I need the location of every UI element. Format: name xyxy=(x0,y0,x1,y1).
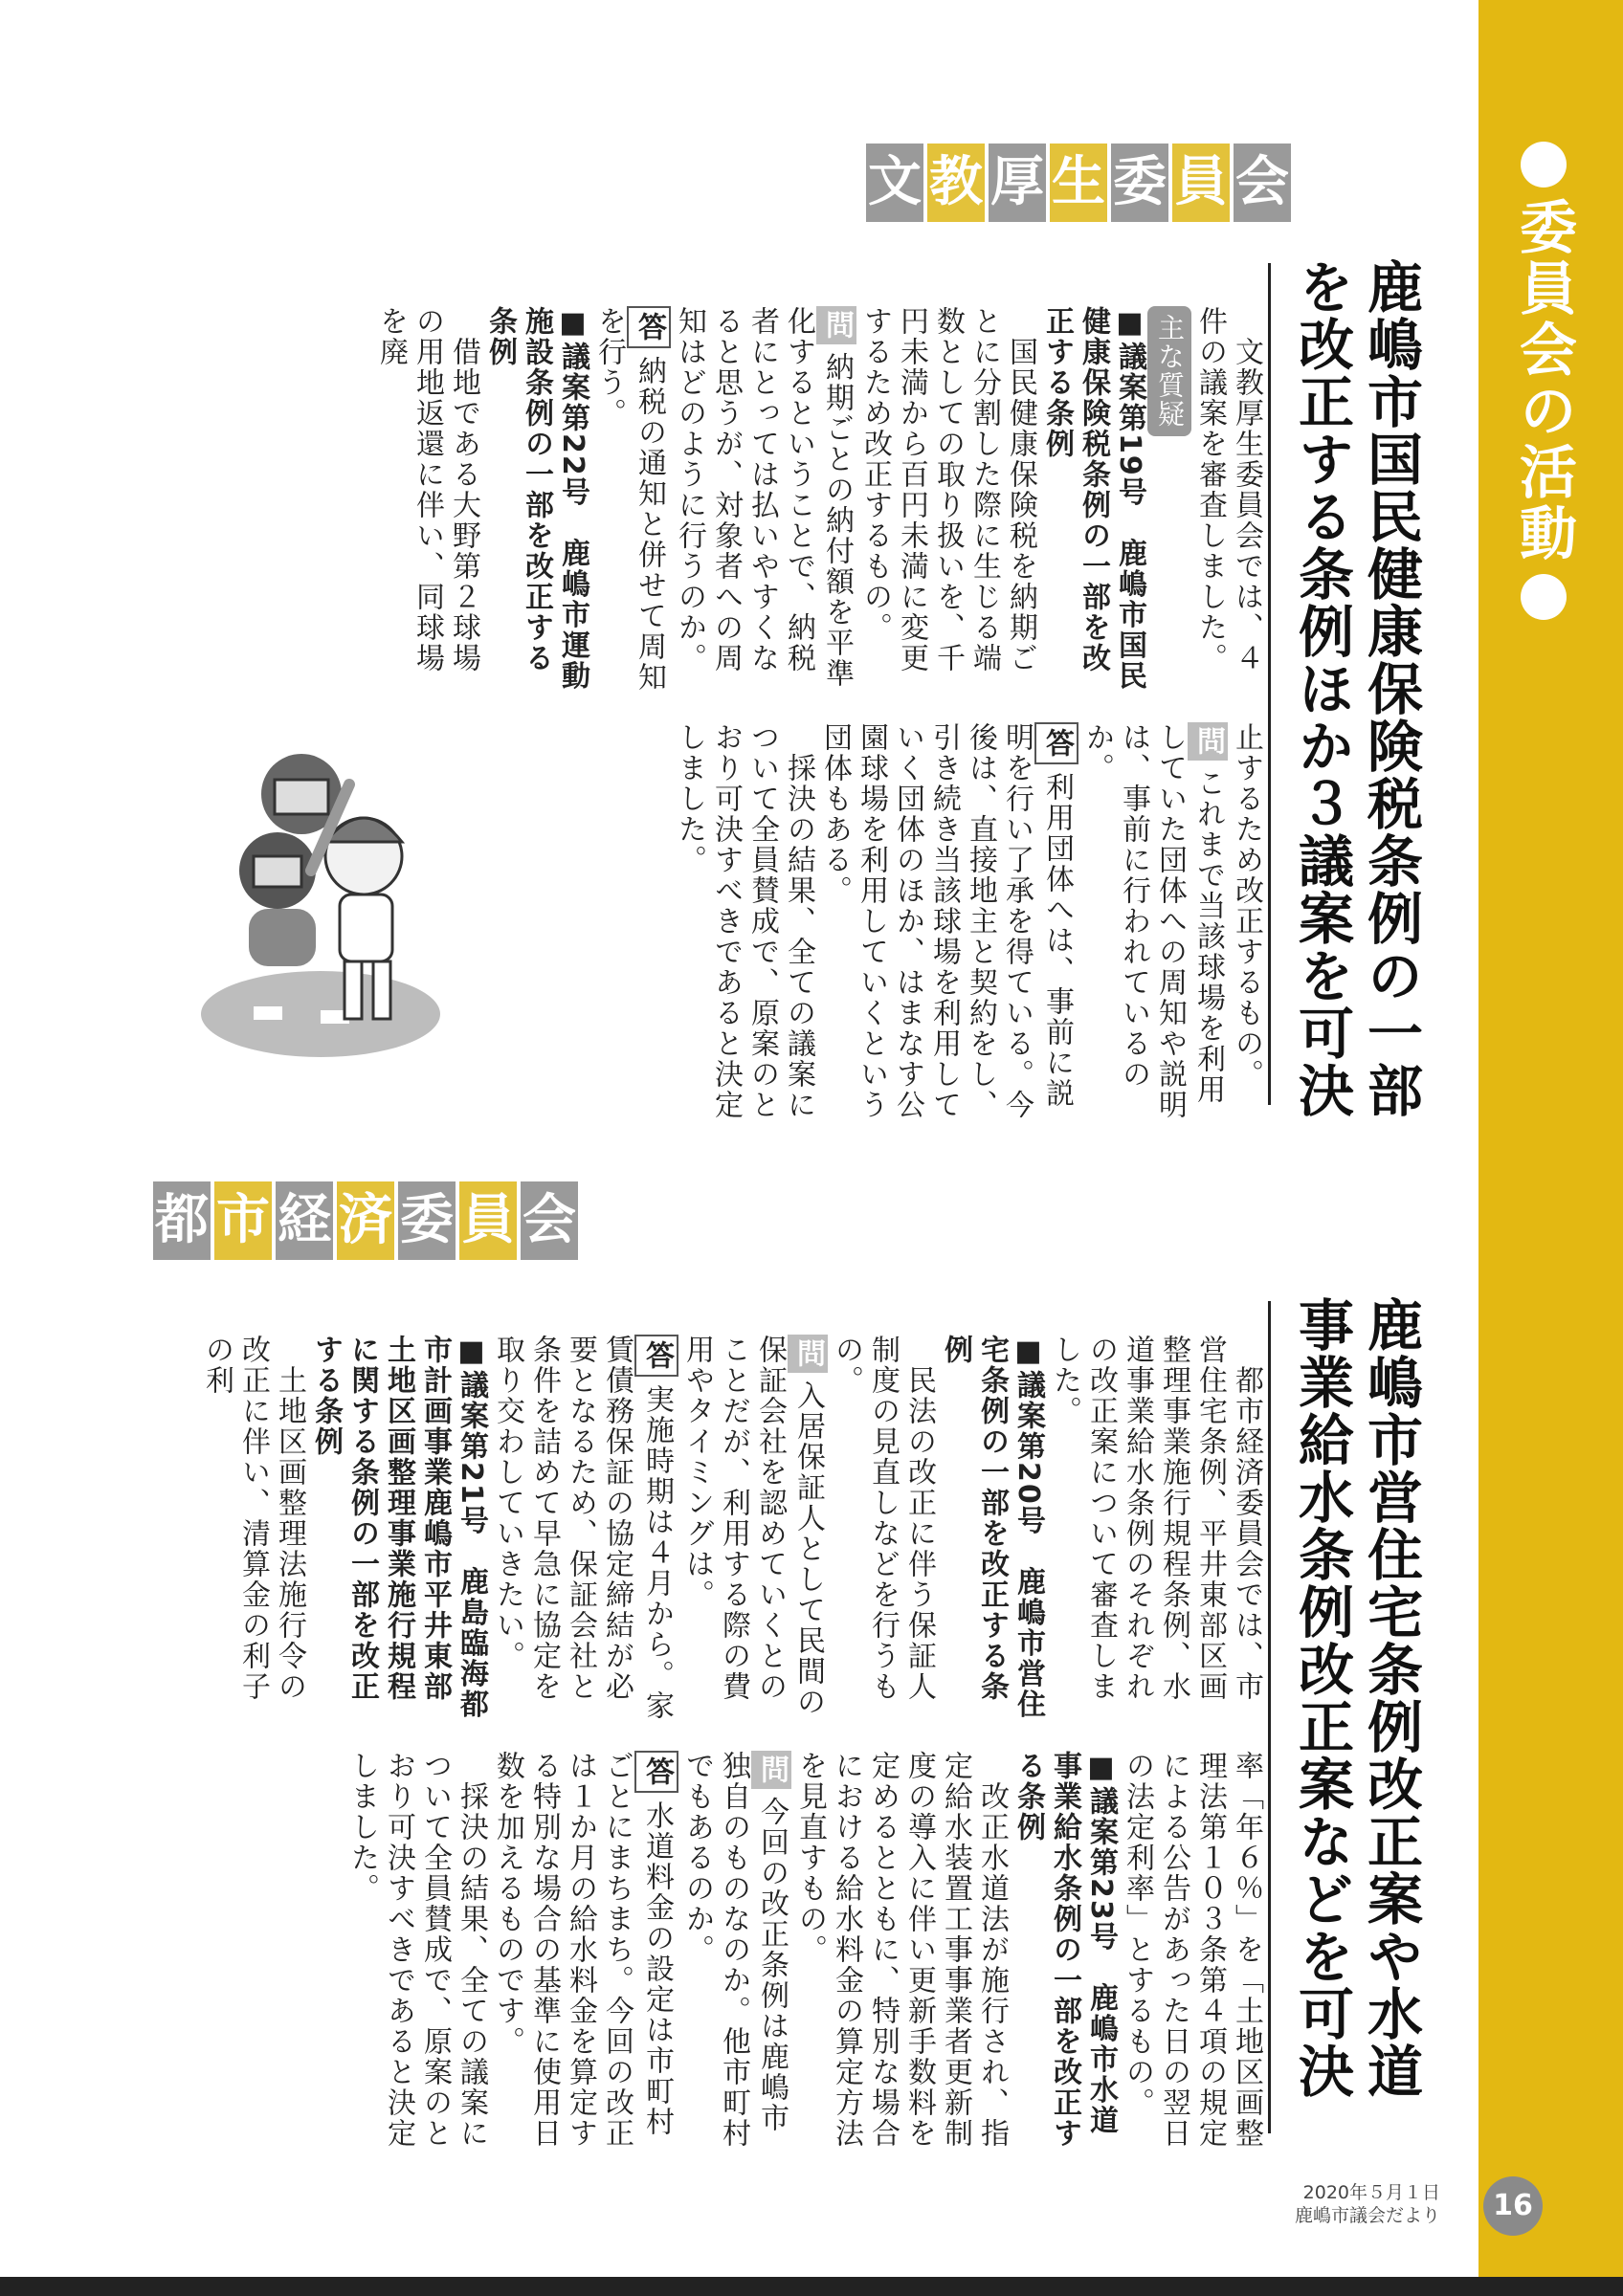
headline-rule xyxy=(1268,1301,1271,2133)
bottom-edge xyxy=(0,2277,1623,2296)
committee-char: 委 xyxy=(1111,144,1168,222)
body-paragraph: 文教厚生委員会では、４件の議案を審査しました。 xyxy=(1193,306,1263,673)
question-paragraph: 問入居保証人として民間の保証会社を認めていくとのことだが、利用する際の費用やタイミングは。 xyxy=(678,1335,828,1727)
body-paragraph: 止するため改正するもの。 xyxy=(1230,722,1263,1090)
headline-section2 xyxy=(1287,1296,1425,2157)
answer-label: 答 xyxy=(627,306,671,348)
question-label: 問 xyxy=(751,1751,791,1789)
committee-title-bunkyo xyxy=(866,144,1295,222)
body-paragraph: 土地区画整理法施行令の改正に伴い、清算金の利子の利 xyxy=(200,1335,306,1702)
committee-char: 文 xyxy=(866,144,923,222)
committee-char: 会 xyxy=(1234,144,1291,222)
question-label: 問 xyxy=(788,1335,828,1373)
question-paragraph: 問納期ごとの納付額を平準化するということで、納税者にとっては払いやすくなると思うが、対象者への周知はどのように行うのか。 xyxy=(671,306,856,698)
body-paragraph: 民法の改正に伴う保証人制度の見直しなどを行うもの。 xyxy=(830,1335,936,1702)
page-number: 16 xyxy=(1483,2176,1543,2236)
committee-title-toshi xyxy=(153,1181,582,1260)
answer-paragraph: 答納税の通知と併せて周知を行う。 xyxy=(590,306,671,698)
question-paragraph: 問これまで当該球場を利用していた団体への周知や説明は、事前に行われているのか。 xyxy=(1078,722,1228,1124)
question-label: 問 xyxy=(1188,722,1228,761)
body-paragraph: 改正水道法が施行され、指定給水装置工事事業者更新制度の導入に伴い更新手数料を定めるとともに、特別な場合における給水料金の算定方法を見直すもの。 xyxy=(793,1751,1009,2149)
committee-char: 会 xyxy=(521,1181,578,1260)
section1-lower-text xyxy=(671,722,1264,1124)
body-paragraph: 国民健康保険税を納期ごとに分割した際に生じる端数としての取り扱いを、千円未満から百円未満に変更するため改正するもの。 xyxy=(858,306,1037,673)
section2-upper-text xyxy=(198,1335,1264,1727)
bill-heading: ■議案第19号 鹿嶋市国民健康保険税条例の一部を改正する条例 xyxy=(1040,306,1146,692)
committee-char: 厚 xyxy=(989,144,1046,222)
sidebar-title: 委員会の活動 xyxy=(1502,132,1585,629)
section2-lower-text xyxy=(344,1751,1264,2152)
answer-label: 答 xyxy=(634,1751,678,1793)
answer-paragraph: 答利用団体へは、事前に説明を行い了承を得ている。今後は、直接地主と契約をし、引き続き当該球場を利用していく団体のほか、はまなす公園球場を利用していくという団体もある。 xyxy=(816,722,1078,1124)
headline-rule xyxy=(1268,263,1271,1105)
committee-char: 教 xyxy=(927,144,985,222)
body-paragraph: 率「年６％」を「土地区画整理法第１０３条第４項の規定による公告があった日の翌日の法定利率」とするもの。 xyxy=(1121,1751,1263,2149)
bullet-dot-icon xyxy=(1521,574,1567,620)
bill-heading: ■議案第21号 鹿島臨海都市計画事業鹿嶋市平井東部土地区画整理事業施行規程に関する条例の一部を改正する条例 xyxy=(309,1335,488,1720)
committee-char: 経 xyxy=(276,1181,333,1260)
answer-paragraph: 答実施時期は４月から。家賃債務保証の協定締結が必要となるため、保証会社と条件を詰めて早急に協定を取り交わしていきたい。 xyxy=(489,1335,678,1727)
committee-char: 市 xyxy=(214,1181,272,1260)
committee-char: 委 xyxy=(398,1181,456,1260)
answer-paragraph: 答水道料金の設定は市町村ごとにまちまち。今回の改正は１か月の給水料金を算定する特別な場合の基準に使用日数を加えるものです。 xyxy=(489,1751,678,2152)
committee-char: 生 xyxy=(1050,144,1107,222)
headline-line: 鹿嶋市営住宅条例改正案や水道 xyxy=(1358,1296,1423,2100)
committee-char: 済 xyxy=(337,1181,394,1260)
headline-section1 xyxy=(1287,258,1425,1119)
bill-heading: ■議案第23号 鹿嶋市水道事業給水条例の一部を改正する条例 xyxy=(1012,1751,1118,2149)
section1-upper-text xyxy=(372,306,1264,698)
answer-label: 答 xyxy=(1034,722,1078,764)
body-paragraph: 借地である大野第２球場の用地返還に伴い、同球場を廃 xyxy=(374,306,480,673)
answer-label: 答 xyxy=(634,1335,678,1377)
main-questions-tag: 主な質疑 xyxy=(1147,306,1191,698)
publication-name: 鹿嶋市議会だより xyxy=(1294,2205,1440,2226)
question-paragraph: 問今回の改正条例は鹿嶋市独自のものなのか。他市町村でもあるのか。 xyxy=(678,1751,791,2152)
committee-char: 員 xyxy=(1172,144,1230,222)
bullet-dot-icon xyxy=(1521,142,1567,188)
baseball-players-illustration xyxy=(196,727,474,1071)
headline-line: 鹿嶋市国民健康保険税条例の一部 xyxy=(1358,258,1423,1119)
bill-heading: ■議案第20号 鹿嶋市営住宅条例の一部を改正する条例 xyxy=(939,1335,1045,1720)
headline-line: 事業給水条例改正案などを可決 xyxy=(1289,1296,1354,2100)
body-paragraph: 採決の結果、全ての議案について全員賛成で、原案のとおり可決すべきであると決定しました。 xyxy=(673,722,815,1120)
body-paragraph: 都市経済委員会では、市営住宅条例、平井東部区画整理事業施行規程条例、水道事業給水条例のそれぞれの改正案について審査しました。 xyxy=(1048,1335,1263,1702)
publication-info xyxy=(1273,2181,1440,2227)
committee-char: 都 xyxy=(153,1181,211,1260)
body-paragraph: 採決の結果、全ての議案について全員賛成で、原案のとおり可決すべきであると決定しました。 xyxy=(345,1751,488,2149)
headline-line: を改正する条例ほか３議案を可決 xyxy=(1289,258,1354,1119)
committee-char: 員 xyxy=(459,1181,517,1260)
question-label: 問 xyxy=(816,306,856,344)
publication-date: 2020年５月１日 xyxy=(1302,2182,1440,2203)
bill-heading: ■議案第22号 鹿嶋市運動施設条例の一部を改正する条例 xyxy=(483,306,589,692)
